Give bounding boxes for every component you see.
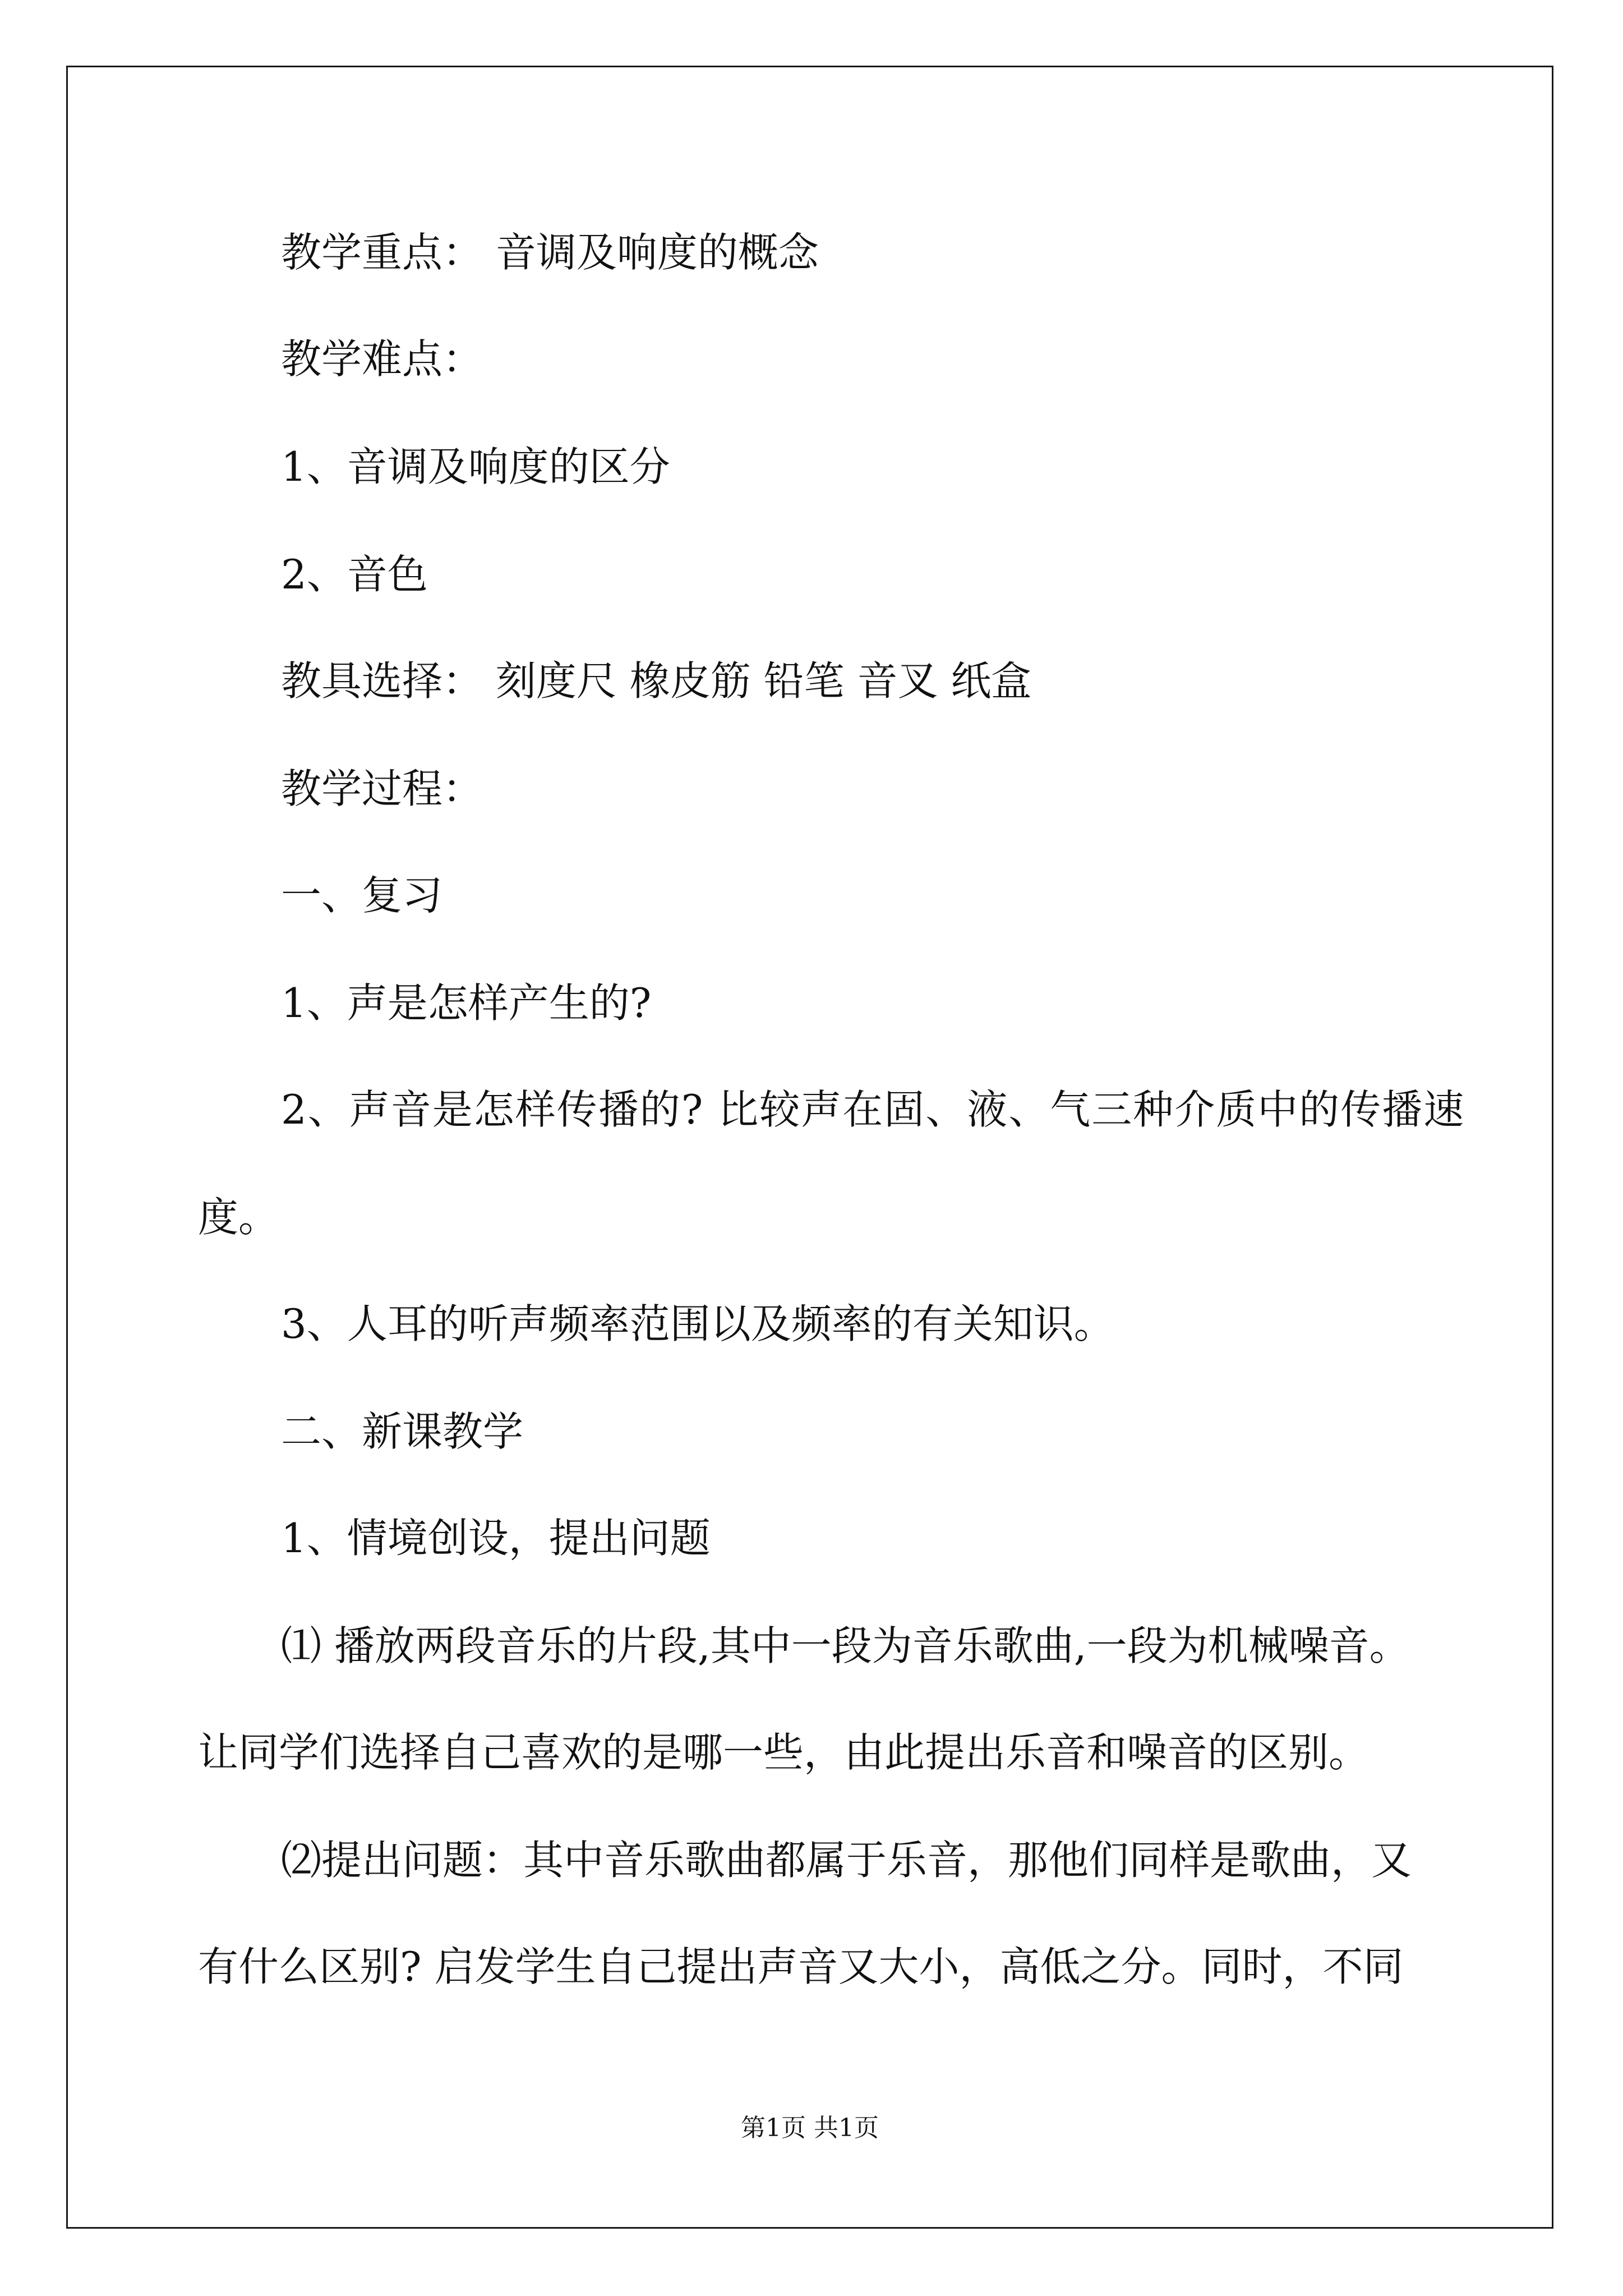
- text-line: 1、情境创设，提出问题: [281, 1515, 711, 1562]
- text-line: 教学难点：: [281, 335, 483, 383]
- text-line: 2、音色: [281, 551, 428, 598]
- text-line: 教学过程：: [281, 765, 483, 812]
- text-line: ⑴ 播放两段音乐的片段,其中一段为音乐歌曲,一段为机械噪音。: [281, 1622, 1410, 1669]
- text-line: ⑵提出问题：其中音乐歌曲都属于乐音，那他们同样是歌曲，又: [281, 1837, 1412, 1884]
- page-number-footer: 第1页 共1页: [741, 2114, 879, 2142]
- text-line: 有什么区别? 启发学生自己提出声音又大小，高低之分。同时，不同: [198, 1943, 1404, 1990]
- text-line: 教学重点： 音调及响度的概念: [281, 229, 819, 276]
- text-line: 1、音调及响度的区分: [281, 443, 670, 490]
- text-line: 二、新课教学: [281, 1408, 524, 1455]
- text-line: 1、声是怎样产生的?: [281, 979, 652, 1027]
- text-line: 让同学们选择自己喜欢的是哪一些，由此提出乐音和噪音的区别。: [198, 1729, 1370, 1776]
- text-line: 一、复习: [281, 872, 443, 919]
- page-frame: [66, 66, 1553, 2229]
- text-line: 3、人耳的听声频率范围以及频率的有关知识。: [281, 1300, 1114, 1347]
- text-line: 2、声音是怎样传播的? 比较声在固、液、气三种介质中的传播速: [281, 1086, 1465, 1133]
- text-line: 度。: [198, 1194, 279, 1241]
- text-line: 教具选择： 刻度尺 橡皮筋 铅笔 音叉 纸盒: [281, 657, 1032, 705]
